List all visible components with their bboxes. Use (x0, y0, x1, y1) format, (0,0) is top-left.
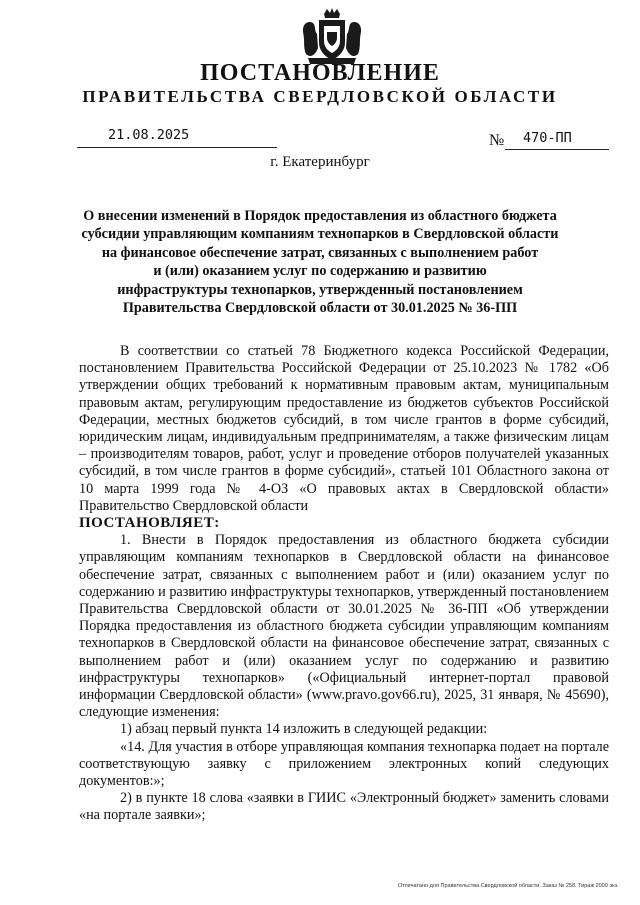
body-paragraph: 1) абзац первый пункта 14 изложить в следующей редакции: (120, 721, 488, 738)
heading-line: и (или) оказанием услуг по содержанию и развитию (153, 263, 487, 280)
body-paragraph: 1. Внести в Порядок предоставления из областного бюджета субсидии управляющим компаниям технопарков в Свердловской области на финансовое обеспечение затрат, связанных с выполнением работ и (или) оказанием услуг по содержанию и развитию инфраструктуры технопарков, утвержденный постановлением Правительства Свердловской области от 30.01.2025 № 36-ПП «Об утверждении Порядка предоставления из областного бюджета субсидии управляющим компаниям технопарков в Свердловской области на финансовое обеспечение затрат, связанных с выполнением работ и (или) оказанием услуг по содержанию и развитию инфраструктуры технопарков» («Официальный интернет-портал правовой информации Свердловской области» (www.pravo.gov66.ru), 2025, 31 января, № 45690), следующие изменения: (79, 532, 609, 721)
document-date: 21.08.2025 (108, 127, 190, 143)
coat-of-arms-icon (300, 8, 364, 66)
heading-line: О внесении изменений в Порядок предоставления из областного бюджета (83, 208, 557, 224)
document-subtitle: ПРАВИТЕЛЬСТВА СВЕРДЛОВСКОЙ ОБЛАСТИ (82, 87, 558, 106)
body-paragraph: 2) в пункте 18 слова «заявки в ГИИС «Электронный бюджет» заменить словами «на портале заявки»; (79, 790, 609, 824)
heading-line: субсидии управляющим компаниям технопарков в Свердловской области (81, 226, 559, 243)
heading-line: на финансовое обеспечение затрат, связанных с выполнением работ (101, 244, 539, 261)
print-note: Отпечатано для Правительства Свердловской области. Заказ № 258. Тираж 2000 экз. (398, 883, 619, 889)
preamble-paragraph: В соответствии со статьей 78 Бюджетного кодекса Российской Федерации, постановлением Правительства Российской Федерации от 25.10.2023 № 1782 «Об утверждении общих требований к нормативным правовым актам, муниципальным правовым актам, регулирующим предоставление из бюджетов субъектов Российской Федерации, местных бюджетов субсидий, в том числе грантов в форме субсидий, юридическим лицам, индивидуальным предпринимателям, а также физическим лицам – производителям товаров, работ, услуг и проведение отборов получателей указанных субсидий, в том числе грантов в форме субсидий», статьей 101 Областного закона от 10 марта 1999 года № 4-ОЗ «О правовых актах в Свердловской области» Правительство Свердловской области (79, 343, 609, 514)
document-number: 470-ПП (523, 130, 572, 146)
body-paragraph: «14. Для участия в отборе управляющая компания технопарка подает на портале соответствующую заявку с приложением электронных копий следующих документов:»; (79, 738, 609, 790)
decree-word: ПОСТАНОВЛЯЕТ: (79, 515, 220, 532)
city: г. Екатеринбург (270, 154, 370, 170)
document-heading (40, 207, 600, 317)
number-sign: № (489, 132, 505, 149)
heading-line: инфраструктуры технопарков, утвержденный постановлением (117, 281, 523, 298)
heading-line: Правительства Свердловской области от 30.01.2025 № 36-ПП (122, 300, 518, 317)
document-body (79, 343, 609, 825)
number-underline (505, 149, 609, 150)
document-title: ПОСТАНОВЛЕНИЕ (200, 60, 440, 86)
date-underline (77, 147, 277, 148)
